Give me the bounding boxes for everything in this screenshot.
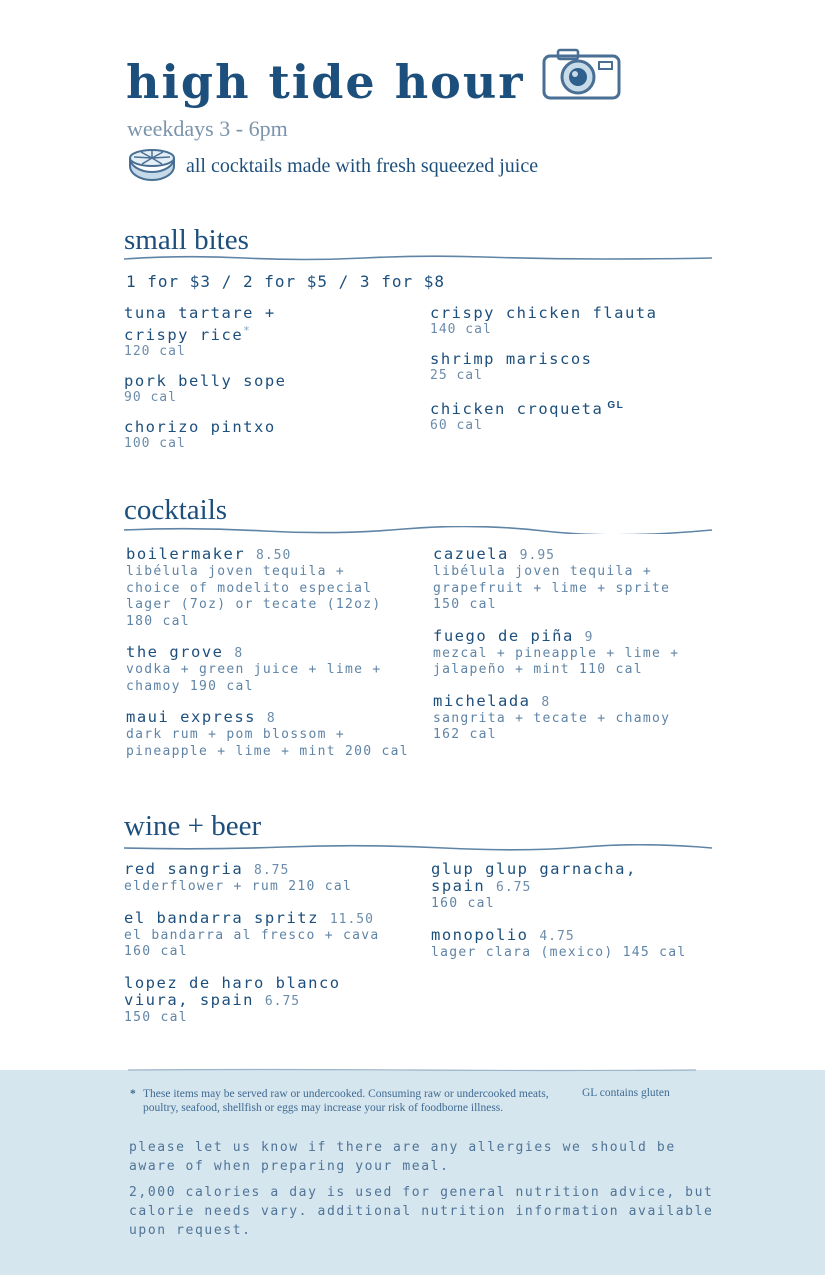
menu-item — [126, 709, 416, 760]
item-calories: 90 cal — [124, 390, 177, 406]
item-calories: 140 cal — [430, 322, 492, 337]
item-price: 6.75 — [496, 880, 532, 895]
menu-item — [126, 644, 416, 695]
menu-item — [124, 975, 414, 1027]
item-calories: 25 cal — [430, 368, 483, 383]
item-name: chorizo pintxo — [124, 418, 276, 437]
item-price: 11.50 — [329, 911, 374, 927]
item-name: shrimp mariscos — [430, 350, 593, 368]
item-name: the grove 8 — [126, 643, 244, 661]
item-description: el bandarra al fresco + cava 160 cal — [124, 927, 380, 959]
footer-divider — [128, 1068, 696, 1072]
item-price: 4.75 — [539, 928, 575, 944]
small-bites-right-column — [430, 305, 720, 447]
lime-slice-icon — [128, 148, 176, 186]
item-name: maui express 8 — [126, 708, 276, 726]
allergy-notice: please let us know if there are any allergies we should be aware of when preparing your meal. — [129, 1140, 676, 1174]
section-title-small-bites: small bites — [124, 224, 249, 256]
cocktails-right-column — [433, 546, 723, 758]
item-name: chicken croqueta $^{GL}$ — [430, 400, 625, 419]
item-name: lopez de haro blanco viura, spain 6.75 — [124, 973, 341, 1009]
camera-icon — [541, 47, 623, 107]
menu-item — [430, 397, 720, 433]
gluten-mark: GL — [607, 400, 625, 411]
item-name: boilermaker 8.50 — [126, 545, 292, 563]
item-description: 150 cal — [124, 1009, 188, 1025]
menu-item — [124, 373, 414, 405]
page-title: high tide hour — [126, 55, 525, 109]
menu-item — [433, 628, 723, 679]
item-description: elderflower + rum 210 cal — [124, 879, 353, 894]
menu-item — [430, 305, 720, 337]
item-description: 160 cal — [431, 896, 495, 911]
item-calories: 120 cal — [124, 344, 186, 360]
raw-food-warning-text: These items may be served raw or undercooked. Consuming raw or undercooked meats, poultry, seafood, shellfish or eggs may increase your risk of foodborne illness. — [143, 1088, 549, 1114]
raw-food-warning — [130, 1087, 570, 1115]
item-price: 6.75 — [264, 993, 301, 1009]
menu-item — [126, 546, 416, 630]
item-description: libélula joven tequila + choice of modelito especial lager (7oz) or tecate (12oz) 180 cal — [126, 564, 382, 629]
wine-beer-left-column — [124, 861, 414, 1040]
item-price: 8 — [541, 694, 551, 710]
item-name: fuego de piña 9 — [433, 626, 594, 645]
item-name: tuna tartare + crispy rice* — [124, 304, 276, 345]
item-name: el bandarra spritz 11.50 — [124, 908, 374, 927]
item-description: mezcal + pineapple + lime + jalapeño + mint 110 cal — [433, 645, 680, 677]
small-bites-pricing: 1 for $3 / 2 for $5 / 3 for $8 — [126, 272, 445, 291]
wine-beer-right-column — [431, 861, 721, 975]
menu-item — [124, 419, 414, 451]
item-description: dark rum + pom blossom + pineapple + lime + mint 200 cal — [126, 727, 409, 759]
item-price: 8.75 — [254, 863, 290, 878]
menu-item — [431, 861, 721, 913]
menu-item — [431, 927, 721, 962]
item-description: libélula joven tequila + grapefruit + lime + sprite 150 cal — [433, 564, 671, 612]
item-price: 9 — [584, 629, 594, 645]
menu-item — [124, 305, 414, 359]
menu-item — [124, 861, 414, 896]
item-name: glup glup garnacha, spain 6.75 — [431, 860, 637, 895]
section-divider — [124, 844, 712, 852]
item-name: michelada 8 — [433, 691, 551, 710]
section-divider — [124, 526, 712, 534]
item-name: pork belly sope — [124, 372, 287, 391]
item-name: cazuela 9.95 — [433, 545, 555, 563]
menu-item — [124, 910, 414, 961]
section-title-cocktails: cocktails — [124, 494, 228, 526]
section-title-wine-beer: wine + beer — [124, 810, 262, 842]
menu-item — [430, 351, 720, 383]
menu-item — [433, 546, 723, 614]
item-description: lager clara (mexico) 145 cal — [431, 944, 687, 960]
cocktails-left-column — [126, 546, 416, 774]
menu-item — [433, 693, 723, 744]
item-description: vodka + green juice + lime + chamoy 190 cal — [126, 662, 382, 694]
asterisk-symbol: * — [130, 1088, 136, 1100]
item-description: sangrita + tecate + chamoy 162 cal — [433, 710, 671, 742]
item-price: 8 — [266, 711, 276, 726]
small-bites-left-column — [124, 305, 414, 465]
item-calories: 60 cal — [430, 418, 483, 434]
gluten-legend: GL contains gluten — [582, 1087, 670, 1099]
item-calories: 100 cal — [124, 436, 186, 452]
item-price: 8.50 — [256, 548, 292, 563]
item-name: red sangria 8.75 — [124, 860, 290, 878]
item-name: crispy chicken flauta — [430, 304, 658, 322]
nutrition-notice: 2,000 calories a day is used for general nutrition advice, but calorie needs vary. additional nutrition information available upon request. — [129, 1185, 714, 1238]
item-name: monopolio 4.75 — [431, 925, 575, 944]
section-divider — [124, 254, 712, 262]
raw-warning-mark: * — [243, 324, 250, 337]
item-price: 8 — [234, 646, 244, 661]
fresh-juice-note: all cocktails made with fresh squeezed juice — [186, 155, 539, 177]
item-price: 9.95 — [519, 548, 555, 563]
happy-hour-times: weekdays 3 - 6pm — [127, 116, 288, 141]
